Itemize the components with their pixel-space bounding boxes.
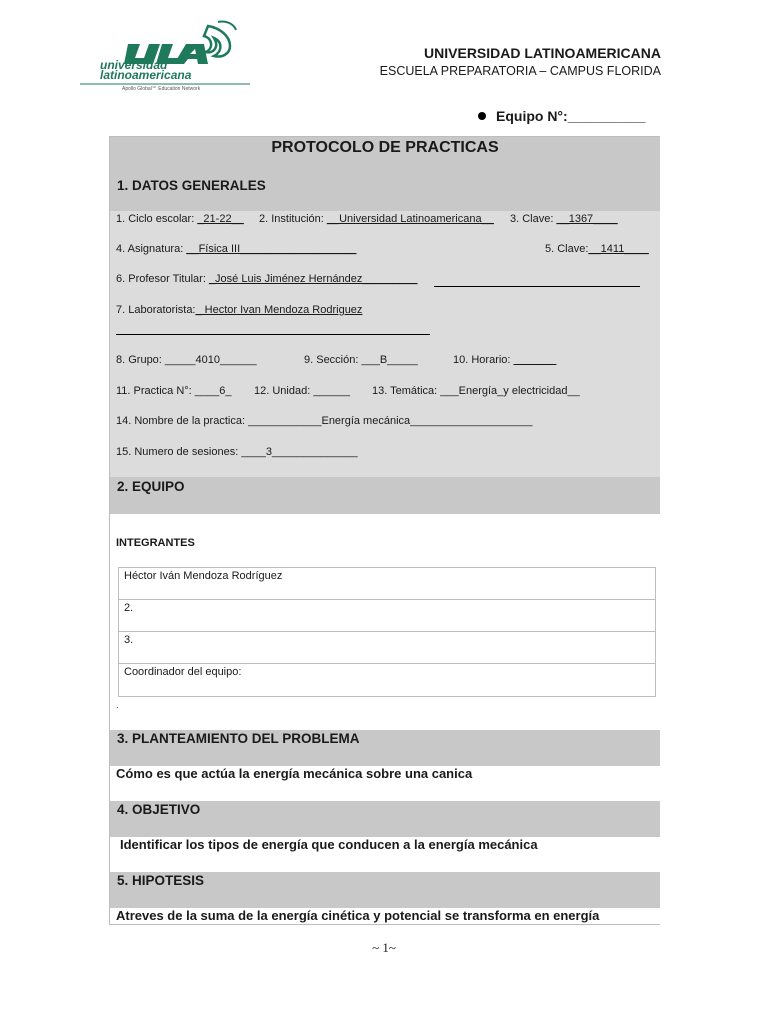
field-tematica: 13. Temática: ___Energía_y electricidad__	[372, 385, 580, 397]
laboratorista-label: 7. Laboratorista:	[116, 304, 196, 316]
field-unidad: 12. Unidad: ______	[254, 385, 351, 397]
horario-value: _______	[513, 354, 557, 366]
asignatura-label: 4. Asignatura:	[116, 243, 187, 255]
ciclo-value: _21-22__	[197, 213, 244, 225]
field-clave-2	[545, 243, 649, 255]
field-asignatura	[116, 243, 356, 255]
logo-text-line2: latinoamericana	[100, 68, 192, 82]
field-grupo: 8. Grupo: _____4010______	[116, 354, 257, 366]
clave2-value: __1411____	[588, 243, 649, 255]
objective-statement: Identificar los tipos de energía que conducen a la energía mecánica	[120, 837, 538, 852]
laboratorista-value: _ Hector Ivan Mendoza Rodriguez	[195, 304, 363, 316]
stray-dot: .	[116, 700, 119, 710]
profesor-fill-line	[434, 286, 640, 287]
field-profesor	[116, 273, 417, 285]
laboratorista-fill-line	[116, 334, 430, 335]
profesor-value: _José Luis Jiménez Hernández_________	[208, 273, 418, 285]
page-number: ~ 1~	[372, 940, 396, 955]
field-institucion	[259, 213, 494, 225]
field-laboratorista	[116, 304, 362, 316]
section-objetivo: 4. OBJETIVO	[110, 801, 660, 837]
problem-statement: Cómo es que actúa la energía mecánica sobre una canica	[116, 766, 473, 781]
section-hipotesis: 5. HIPOTESIS	[110, 872, 660, 908]
member-row-coordinator: Coordinador del equipo:	[124, 666, 242, 678]
field-horario	[453, 354, 556, 366]
university-name: UNIVERSIDAD LATINOAMERICANA	[424, 45, 661, 61]
institucion-label: 2. Institución:	[259, 213, 327, 225]
clave2-label: 5. Clave:	[545, 243, 589, 255]
document-title: PROTOCOLO DE PRACTICAS	[271, 139, 499, 156]
field-nombre-practica: 14. Nombre de la practica: ____________Energía mecánica____________________	[116, 415, 533, 427]
member-row-2: 2.	[119, 600, 655, 632]
logo-text-line1: universidad	[100, 58, 168, 72]
integrantes-label: INTEGRANTES	[116, 537, 195, 549]
members-table	[118, 567, 656, 697]
field-practica-numero: 11. Practica N°: ____6_	[116, 385, 232, 397]
section-datos-generales: 1. DATOS GENERALES	[110, 175, 660, 211]
ciclo-label: 1. Ciclo escolar:	[116, 213, 198, 225]
logo-tagline: Apollo Global℠ Education Network	[122, 86, 201, 92]
team-number-line	[478, 108, 646, 124]
member-row-1: Héctor Iván Mendoza Rodríguez	[119, 568, 655, 600]
clave1-value: __1367____	[556, 213, 618, 225]
field-ciclo-escolar	[116, 213, 244, 225]
section-planteamiento: 3. PLANTEAMIENTO DEL PROBLEMA	[110, 730, 660, 766]
member-row-3: 3.	[119, 632, 655, 664]
clave1-label: 3. Clave:	[510, 213, 557, 225]
field-clave-1	[510, 213, 618, 225]
asignatura-value: __Física III___________________	[186, 243, 357, 255]
institucion-value: __Universidad Latinoamericana__	[326, 213, 494, 225]
school-name: ESCUELA PREPARATORIA – CAMPUS FLORIDA	[379, 64, 661, 78]
bullet-icon	[478, 112, 486, 120]
hypothesis-statement: Atreves de la suma de la energía cinética y potencial se transforma en energía	[116, 908, 600, 923]
university-logo	[80, 18, 255, 96]
horario-label: 10. Horario:	[453, 354, 514, 366]
team-number-label: Equipo N°:__________	[496, 108, 646, 124]
section-equipo: 2. EQUIPO	[110, 477, 660, 514]
profesor-label: 6. Profesor Titular:	[116, 273, 209, 285]
field-sesiones: 15. Numero de sesiones: ____3______________	[116, 446, 358, 458]
field-seccion: 9. Sección: ___B_____	[304, 354, 418, 366]
